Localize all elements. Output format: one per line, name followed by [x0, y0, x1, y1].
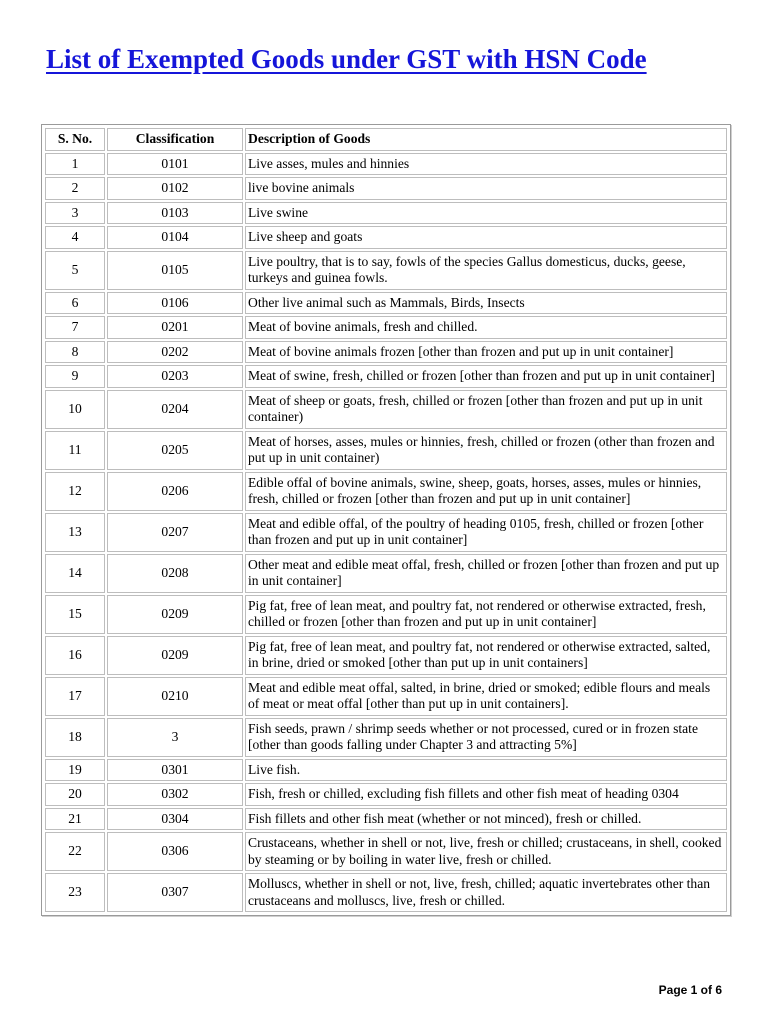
- table-row: [45, 202, 727, 225]
- cell-sno: 21: [45, 808, 105, 831]
- table-row: [45, 783, 727, 806]
- exempted-goods-table: [41, 124, 731, 916]
- cell-description: Meat and edible offal, of the poultry of heading 0105, fresh, chilled or frozen [other than frozen and put up in unit container]: [245, 513, 727, 552]
- cell-sno: 8: [45, 341, 105, 364]
- table-row: [45, 554, 727, 593]
- cell-sno: 18: [45, 718, 105, 757]
- cell-classification: 0205: [107, 431, 243, 470]
- header-sno: S. No.: [45, 128, 105, 151]
- cell-sno: 22: [45, 832, 105, 871]
- table-row: [45, 341, 727, 364]
- cell-classification: 0209: [107, 595, 243, 634]
- cell-description: Meat of horses, asses, mules or hinnies, fresh, chilled or frozen (other than frozen and put up in unit container): [245, 431, 727, 470]
- cell-classification: 0204: [107, 390, 243, 429]
- header-description: Description of Goods: [245, 128, 727, 151]
- cell-sno: 6: [45, 292, 105, 315]
- table-row: [45, 365, 727, 388]
- cell-sno: 15: [45, 595, 105, 634]
- cell-description: Edible offal of bovine animals, swine, sheep, goats, horses, asses, mules or hinnies, fresh, chilled or frozen [other than frozen and put up in unit container]: [245, 472, 727, 511]
- cell-classification: 0307: [107, 873, 243, 912]
- cell-description: live bovine animals: [245, 177, 727, 200]
- table-row: [45, 316, 727, 339]
- cell-description: Meat of swine, fresh, chilled or frozen [other than frozen and put up in unit container]: [245, 365, 727, 388]
- page-indicator: Page 1 of 6: [658, 983, 722, 997]
- table-row: [45, 832, 727, 871]
- table-row: [45, 472, 727, 511]
- cell-classification: 0306: [107, 832, 243, 871]
- cell-description: Live swine: [245, 202, 727, 225]
- table-row: [45, 873, 727, 912]
- cell-description: Live poultry, that is to say, fowls of the species Gallus domesticus, ducks, geese, turkeys and guinea fowls.: [245, 251, 727, 290]
- cell-classification: 0106: [107, 292, 243, 315]
- cell-classification: 0202: [107, 341, 243, 364]
- cell-sno: 5: [45, 251, 105, 290]
- cell-classification: 0104: [107, 226, 243, 249]
- cell-sno: 10: [45, 390, 105, 429]
- cell-sno: 12: [45, 472, 105, 511]
- cell-sno: 9: [45, 365, 105, 388]
- cell-sno: 4: [45, 226, 105, 249]
- cell-description: Crustaceans, whether in shell or not, live, fresh or chilled; crustaceans, in shell, cooked by steaming or by boiling in water live, fresh or chilled.: [245, 832, 727, 871]
- cell-sno: 23: [45, 873, 105, 912]
- cell-classification: 0210: [107, 677, 243, 716]
- cell-classification: 0105: [107, 251, 243, 290]
- cell-description: Fish fillets and other fish meat (whether or not minced), fresh or chilled.: [245, 808, 727, 831]
- cell-classification: 0103: [107, 202, 243, 225]
- cell-classification: 0207: [107, 513, 243, 552]
- cell-description: Meat of bovine animals frozen [other than frozen and put up in unit container]: [245, 341, 727, 364]
- cell-description: Pig fat, free of lean meat, and poultry fat, not rendered or otherwise extracted, salted, in brine, dried or smoked [other than put up in unit containers]: [245, 636, 727, 675]
- cell-description: Fish seeds, prawn / shrimp seeds whether or not processed, cured or in frozen state [other than goods falling under Chapter 3 and attracting 5%]: [245, 718, 727, 757]
- cell-description: Pig fat, free of lean meat, and poultry fat, not rendered or otherwise extracted, fresh, chilled or frozen [other than frozen and put up in unit container]: [245, 595, 727, 634]
- cell-classification: 0302: [107, 783, 243, 806]
- cell-sno: 17: [45, 677, 105, 716]
- cell-description: Meat of bovine animals, fresh and chilled.: [245, 316, 727, 339]
- table-row: [45, 595, 727, 634]
- cell-sno: 2: [45, 177, 105, 200]
- table-row: [45, 390, 727, 429]
- cell-classification: 0206: [107, 472, 243, 511]
- cell-sno: 20: [45, 783, 105, 806]
- cell-classification: 0301: [107, 759, 243, 782]
- table-row: [45, 292, 727, 315]
- cell-sno: 16: [45, 636, 105, 675]
- table-row: [45, 808, 727, 831]
- cell-sno: 14: [45, 554, 105, 593]
- cell-sno: 13: [45, 513, 105, 552]
- cell-sno: 3: [45, 202, 105, 225]
- cell-description: Fish, fresh or chilled, excluding fish fillets and other fish meat of heading 0304: [245, 783, 727, 806]
- cell-sno: 1: [45, 153, 105, 176]
- cell-description: Meat of sheep or goats, fresh, chilled or frozen [other than frozen and put up in unit container): [245, 390, 727, 429]
- table-row: [45, 759, 727, 782]
- cell-classification: 0209: [107, 636, 243, 675]
- cell-classification: 0208: [107, 554, 243, 593]
- table-row: [45, 718, 727, 757]
- cell-description: Live sheep and goats: [245, 226, 727, 249]
- cell-classification: 0101: [107, 153, 243, 176]
- cell-classification: 0102: [107, 177, 243, 200]
- table-row: [45, 177, 727, 200]
- cell-description: Molluscs, whether in shell or not, live, fresh, chilled; aquatic invertebrates other than crustaceans and molluscs, live, fresh or chilled.: [245, 873, 727, 912]
- table-row: [45, 636, 727, 675]
- cell-description: Live asses, mules and hinnies: [245, 153, 727, 176]
- table-row: [45, 251, 727, 290]
- cell-sno: 19: [45, 759, 105, 782]
- cell-classification: 3: [107, 718, 243, 757]
- document-title: List of Exempted Goods under GST with HSN Code: [46, 44, 647, 74]
- table-row: [45, 677, 727, 716]
- cell-sno: 11: [45, 431, 105, 470]
- header-classification: Classification: [107, 128, 243, 151]
- table-row: [45, 431, 727, 470]
- cell-sno: 7: [45, 316, 105, 339]
- table-body: [45, 153, 727, 913]
- cell-description: Meat and edible meat offal, salted, in brine, dried or smoked; edible flours and meals of meat or meat offal [other than put up in unit containers].: [245, 677, 727, 716]
- cell-description: Other meat and edible meat offal, fresh, chilled or frozen [other than frozen and put up in unit container]: [245, 554, 727, 593]
- cell-description: Live fish.: [245, 759, 727, 782]
- cell-classification: 0304: [107, 808, 243, 831]
- cell-description: Other live animal such as Mammals, Birds, Insects: [245, 292, 727, 315]
- cell-classification: 0203: [107, 365, 243, 388]
- table-row: [45, 153, 727, 176]
- table-row: [45, 226, 727, 249]
- cell-classification: 0201: [107, 316, 243, 339]
- table-header-row: [45, 128, 727, 151]
- table-row: [45, 513, 727, 552]
